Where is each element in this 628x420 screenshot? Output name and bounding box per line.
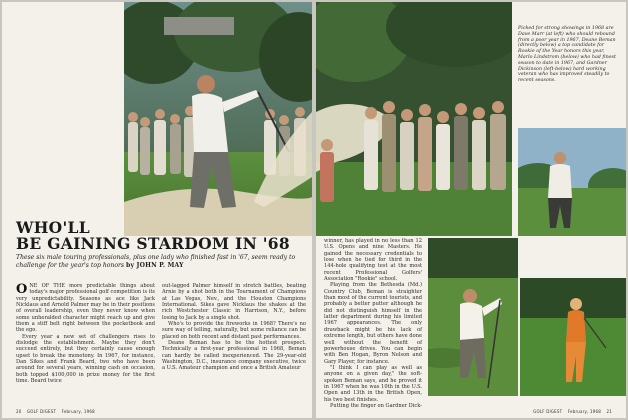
right-folio [533, 409, 616, 414]
col1-paragraph-1: NE OF THE more predictable things about today's major professional golf competition is its very unpredictability. Seasons as ace like Jack Nicklaus and Arnold Palmer may be in their positions of overall leadership, even they never know when some unheralded character might reach up and give them a stiff belt right between the pocketbook and the ego. [16, 283, 155, 334]
left-page-number: 20 [16, 409, 22, 414]
dave-marr-photo [518, 128, 626, 236]
body-column-2 [162, 283, 306, 372]
caption-text: Picked for strong showings in 1968 are Dave Marr (at left) who should rebound from a poor year in 1967, Deane Beman (directly below) a top candidate for Rookie of the Year honors this year, Marlo Lindstrom (below) who had finest season to date in 1967, and Gardner Dickinson (left-below) hard working veteran who has improved steadily to recent seasons. [518, 26, 616, 84]
col2-paragraph-2: Who's to provide the fireworks in 1968? There's no sure way of telling, naturally, but some reliance can be placed on both recent and distant past performances. [162, 321, 306, 340]
deane-beman-photo [428, 238, 518, 396]
dek-text: These six male touring professionals, plus one lady who finished fast in '67, seem ready to challenge for the year's top honors [16, 254, 296, 269]
col3-paragraph-1: winner, has played in no less than 12 U.S. Opens and nine Masters. He gained the necessary credentials to lose when he tied for third in the 144-hole qualifying test at the most recent Professional Golfers' Association "Rookie" school. [324, 238, 422, 283]
col1-paragraph-2: Every year a new set of challengers rises to dislodge the establishment. Maybe they don't succeed entirely, but they certainly cause enough upset to break the monotony. In 1967, for instance, Dan Sikes and Frank Beard, two who have been around for several years, winning cash on occasion, both topped $100,000 in prize money for the first time. Beard twice [16, 333, 155, 385]
sand-trap-photo-left [124, 2, 312, 236]
right-magazine-name: GOLF DIGEST [533, 409, 563, 414]
left-page [2, 2, 312, 418]
col3-paragraph-3: "I think I can play as well as anyone on a given day," the soft-spoken Beman says, and he proved it in 1967 when he was 10th in the U.S. Open and 13th in the British Open, his two best finishes. [324, 364, 422, 403]
col2-paragraph-3: Deane Beman has to be the hottest prospect. Technically a first-year professional in 1968, Beman can hardly be called inexperienced. The 29-year-old Washington, D.C., insurance company executive, twice a U.S. Amateur champion and once a British Amateur [162, 340, 306, 372]
col2-paragraph-1: out-lagged Palmer himself in stretch battles, beating Arnie by a shot both in the Tournament of Champions at Las Vegas, Nev., and the Houston Champions International. Sikes gave Nicklaus the shakes at the rich Westchester Classic in Harrison, N.Y., before losing to Jack by a single shot. [162, 283, 306, 321]
byline: by JOHN P. MAY [126, 261, 184, 269]
body-column-1 [16, 283, 155, 385]
article-dek [16, 254, 306, 269]
headline-line-2: BE GAINING STARDOM IN '68 [16, 234, 290, 253]
right-issue-date: February, 1968 [567, 409, 602, 414]
gardner-dickinson-photo [422, 238, 428, 396]
col3-paragraph-4: Putting the finger on Gardner Dick- [330, 402, 422, 409]
photo-caption [518, 26, 618, 84]
left-magazine-name: GOLF DIGEST [26, 409, 57, 414]
article-headline [16, 220, 306, 252]
right-page [316, 2, 626, 418]
left-issue-date: February, 1968 [61, 409, 95, 414]
body-column-3 [324, 238, 422, 409]
headline-line-1: WHO'LL [16, 218, 90, 237]
woman-golfer-photo [520, 278, 626, 396]
drop-cap: O [16, 282, 28, 297]
right-page-number: 21 [606, 409, 612, 414]
left-folio [16, 409, 99, 414]
col3-paragraph-2: Playing from the Bethesda (Md.) Country Club, Beman is straighter than most of the current tourists, and probably a better putter although he did not distinguish himself in the latter department during his limited 1967 appearances. The only drawback might be his lack of extreme length, but others have done well without the benefit of powerhouse drives. You can begin with Ben Hogan, Byron Nelson and Gary Player, for instance. [324, 282, 422, 365]
sand-trap-photo-right [316, 2, 512, 236]
